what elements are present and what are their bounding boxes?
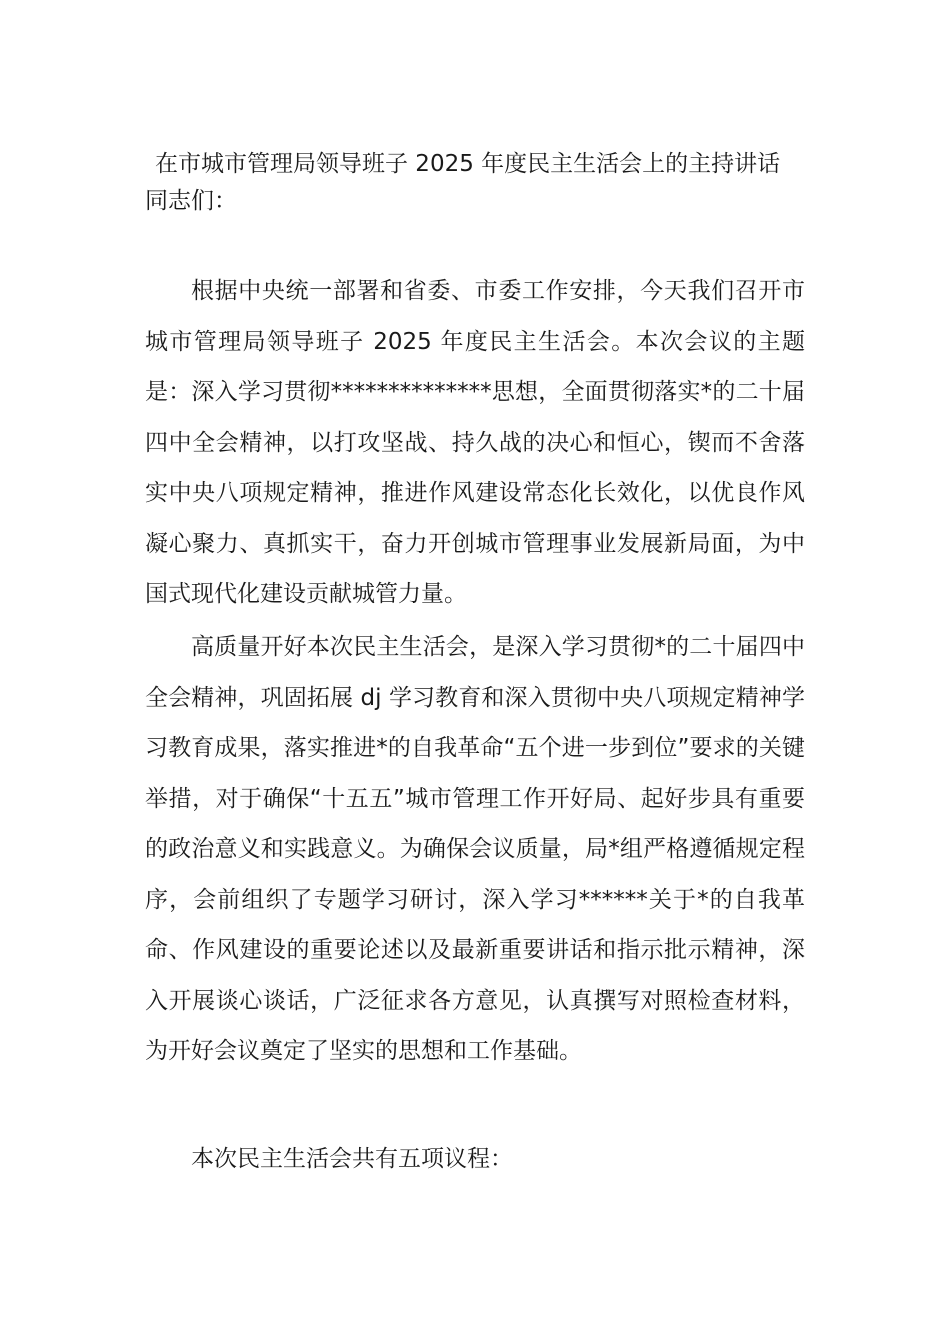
salutation: 同志们： (145, 188, 237, 214)
paragraph-3: 本次民主生活会共有五项议程： (191, 1146, 513, 1172)
document-title: 在市城市管理局领导班子 2025 年度民主生活会上的主持讲话 (155, 151, 781, 177)
paragraph-1: 根据中央统一部署和省委、市委工作安排，今天我们召开市城市管理局领导班子 2025 年度民主生活会。本次会议的主题是：深入学习贯彻**************思想，全面贯彻落实*的二十届四中全会精神，以打攻坚战、持久战的决心和恒心，锲而不舍落实中央八项规定精神，推进作风建设常态化长效化，以优良作风凝心聚力、真抓实干，奋力开创城市管理事业发展新局面，为中国式现代化建设贡献城管力量。 (145, 278, 805, 607)
paragraph-2: 高质量开好本次民主生活会，是深入学习贯彻*的二十届四中全会精神，巩固拓展 dj 学习教育和深入贯彻中央八项规定精神学习教育成果，落实推进*的自我革命“五个进一步到位”要求的关键举措，对于确保“十五五”城市管理工作开好局、起好步具有重要的政治意义和实践意义。为确保会议质量，局*组严格遵循规定程序，会前组织了专题学习研讨，深入学习******关于*的自我革命、作风建设的重要论述以及最新重要讲话和指示批示精神，深入开展谈心谈话，广泛征求各方意见，认真撰写对照检查材料，为开好会议奠定了坚实的思想和工作基础。 (145, 634, 805, 1064)
